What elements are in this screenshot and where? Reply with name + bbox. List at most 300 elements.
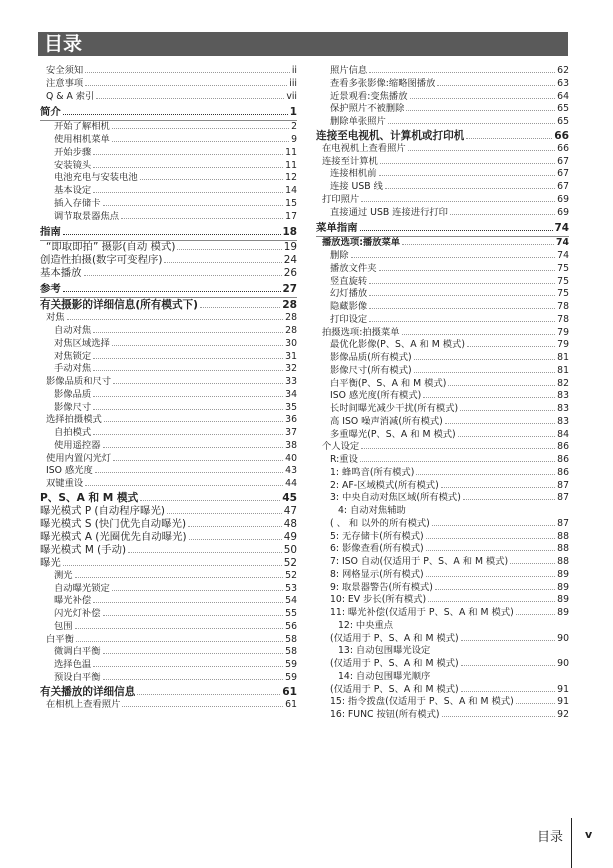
toc-entry[interactable] bbox=[40, 570, 297, 583]
toc-entry[interactable] bbox=[40, 172, 297, 185]
toc-leader-dots bbox=[85, 85, 287, 86]
toc-entry-title: “即取即拍” 摄影(自动 模式) bbox=[46, 241, 176, 254]
toc-page-number: 67 bbox=[557, 181, 569, 192]
toc-entry[interactable] bbox=[40, 646, 297, 659]
toc-entry-title: 删除 bbox=[330, 250, 349, 261]
toc-entry[interactable] bbox=[40, 185, 297, 198]
toc-page-number: 61 bbox=[282, 685, 297, 698]
toc-leader-dots bbox=[385, 188, 555, 189]
toc-entry[interactable] bbox=[40, 65, 297, 78]
toc-page-number: 28 bbox=[285, 312, 297, 324]
toc-entry[interactable] bbox=[40, 363, 297, 376]
toc-entry-title: 影像尺寸 bbox=[54, 401, 92, 413]
toc-leader-dots bbox=[408, 150, 555, 151]
toc-entry[interactable] bbox=[316, 658, 569, 671]
toc-entry[interactable] bbox=[40, 427, 297, 440]
toc-entry-title: 曝光补偿 bbox=[54, 595, 92, 607]
toc-leader-dots bbox=[76, 641, 283, 642]
toc-entry-title: 选择拍摄模式 bbox=[46, 414, 102, 426]
toc-entry[interactable] bbox=[316, 103, 569, 116]
toc-entry[interactable] bbox=[316, 143, 569, 156]
toc-leader-dots bbox=[63, 234, 281, 235]
toc-entry-title: 影像品质和尺寸 bbox=[46, 376, 112, 387]
toc-leader-dots bbox=[445, 423, 555, 424]
toc-leader-dots bbox=[426, 538, 556, 539]
toc-page-number: 55 bbox=[285, 608, 297, 619]
toc-entry-title: 13: 自动包围曝光设定 bbox=[338, 645, 431, 657]
toc-entry-title: 2: AF-区域模式(所有模式) bbox=[330, 479, 439, 491]
toc-entry-title: 曝光 bbox=[40, 556, 61, 569]
toc-page-number: 35 bbox=[285, 401, 297, 413]
toc-leader-dots bbox=[93, 602, 283, 603]
toc-page-number: 81 bbox=[557, 352, 569, 363]
toc-page-number: 2 bbox=[291, 121, 297, 133]
toc-leader-dots bbox=[351, 257, 556, 258]
toc-entry[interactable] bbox=[40, 440, 297, 453]
toc-entry[interactable] bbox=[40, 376, 297, 389]
toc-page-number: vii bbox=[286, 90, 297, 102]
toc-entry[interactable] bbox=[316, 288, 569, 301]
toc-entry-title: 连接至电视机、计算机或打印机 bbox=[316, 129, 465, 142]
toc-entry[interactable] bbox=[316, 429, 569, 442]
toc-entry-title: 播放文件夹 bbox=[330, 262, 377, 274]
toc-leader-dots bbox=[113, 383, 283, 384]
toc-entry-title: 简介 bbox=[40, 106, 61, 119]
toc-leader-dots bbox=[379, 175, 556, 176]
toc-page-number: 75 bbox=[557, 262, 569, 274]
toc-entry[interactable] bbox=[316, 441, 569, 454]
toc-entry[interactable] bbox=[40, 134, 297, 147]
toc-entry-title: 基本播放 bbox=[40, 267, 82, 280]
toc-page-number: 67 bbox=[557, 168, 569, 180]
toc-leader-dots bbox=[441, 487, 555, 488]
toc-entry[interactable] bbox=[40, 595, 297, 608]
footer-divider bbox=[571, 818, 572, 868]
toc-entry-title: 开始步骤 bbox=[54, 146, 92, 158]
toc-page-number: 40 bbox=[285, 452, 297, 464]
toc-page-number: 52 bbox=[285, 569, 297, 581]
toc-entry-title: 包围 bbox=[54, 620, 73, 632]
toc-page-number: 11 bbox=[285, 146, 297, 158]
toc-entry[interactable] bbox=[316, 327, 569, 340]
toc-entry[interactable] bbox=[40, 608, 297, 621]
toc-leader-dots bbox=[516, 703, 555, 704]
toc-entry[interactable] bbox=[40, 659, 297, 672]
toc-leader-dots bbox=[380, 163, 555, 164]
toc-page-number: 90 bbox=[557, 658, 569, 669]
toc-leader-dots bbox=[93, 154, 283, 155]
toc-leader-dots bbox=[467, 346, 555, 347]
toc-entry[interactable] bbox=[316, 454, 569, 467]
toc-entry[interactable] bbox=[316, 221, 569, 237]
toc-leader-dots bbox=[379, 270, 556, 271]
toc-leader-dots bbox=[463, 499, 555, 500]
toc-entry[interactable] bbox=[316, 181, 569, 194]
toc-entry[interactable] bbox=[40, 282, 297, 298]
toc-page-number: 91 bbox=[557, 696, 569, 708]
toc-leader-dots bbox=[461, 665, 556, 666]
toc-entry-title: 8: 网格显示(所有模式) bbox=[330, 568, 424, 580]
toc-leader-dots bbox=[361, 201, 555, 202]
toc-entry[interactable] bbox=[316, 696, 569, 709]
toc-leader-dots bbox=[426, 550, 556, 551]
toc-entry-title: (仅适用于 P、S、A 和 M 模式) bbox=[330, 658, 459, 669]
toc-entry[interactable] bbox=[40, 105, 297, 121]
toc-leader-dots bbox=[435, 589, 555, 590]
toc-entry-title: 有关摄影的详细信息(所有模式下) bbox=[40, 299, 198, 312]
toc-entry-title: 9: 取景器警告(所有模式) bbox=[330, 581, 433, 593]
toc-leader-dots bbox=[426, 576, 556, 577]
toc-entry[interactable] bbox=[316, 633, 569, 646]
toc-leader-dots bbox=[112, 128, 289, 129]
toc-page-number: 62 bbox=[557, 65, 569, 76]
toc-entry-title: 闪光灯补偿 bbox=[54, 608, 101, 619]
toc-entry-title: 白平衡(P、S、A 和 M 模式) bbox=[330, 377, 447, 389]
toc-entry-title: 14: 自动包围曝光顺序 bbox=[338, 670, 431, 682]
toc-entry[interactable] bbox=[316, 91, 569, 104]
toc-entry-title: 高 ISO 噪声消减(所有模式) bbox=[330, 415, 443, 427]
toc-page-number: 89 bbox=[557, 568, 569, 580]
toc-entry[interactable] bbox=[316, 569, 569, 582]
toc-entry[interactable] bbox=[40, 298, 297, 312]
toc-entry[interactable] bbox=[316, 339, 569, 352]
toc-leader-dots bbox=[442, 716, 556, 717]
toc-entry-title: 曝光模式 M (手动) bbox=[40, 543, 127, 556]
footer-section-label: 目录 bbox=[537, 830, 564, 845]
toc-leader-dots bbox=[416, 474, 555, 475]
toc-page-number: 52 bbox=[283, 556, 297, 569]
toc-leader-dots bbox=[369, 321, 555, 322]
toc-entry-title: 6: 影像查看(所有模式) bbox=[330, 543, 424, 555]
toc-page-number: 58 bbox=[285, 633, 297, 645]
toc-entry-title: 照片信息 bbox=[330, 65, 368, 76]
toc-page-number: 88 bbox=[557, 530, 569, 542]
toc-entry[interactable] bbox=[40, 338, 297, 351]
toc-entry-title: 直接通过 USB 连接进行打印 bbox=[330, 206, 448, 218]
toc-page-number: 1 bbox=[289, 106, 297, 119]
toc-entry[interactable] bbox=[40, 402, 297, 415]
toc-right-column bbox=[316, 65, 569, 722]
toc-leader-dots bbox=[189, 539, 282, 540]
toc-page-number: 78 bbox=[557, 313, 569, 325]
toc-entry[interactable] bbox=[316, 78, 569, 91]
toc-leader-dots bbox=[460, 410, 555, 411]
toc-entry-title: Q & A 索引 bbox=[46, 90, 95, 102]
toc-entry-title: 使用遥控器 bbox=[54, 439, 101, 451]
toc-leader-dots bbox=[432, 525, 555, 526]
toc-entry-title: 手动对焦 bbox=[54, 363, 92, 375]
toc-entry-title: 微调白平衡 bbox=[54, 646, 101, 658]
toc-page-number: 65 bbox=[557, 103, 569, 115]
toc-entry[interactable] bbox=[40, 531, 297, 544]
toc-page-number: 89 bbox=[557, 594, 569, 606]
toc-entry[interactable] bbox=[40, 505, 297, 518]
toc-entry-title: 影像品质(所有模式) bbox=[330, 352, 412, 363]
toc-entry[interactable] bbox=[40, 267, 297, 280]
toc-entry[interactable] bbox=[40, 453, 297, 466]
toc-entry-title: 幻灯播放 bbox=[330, 288, 368, 300]
toc-page-number: 69 bbox=[557, 193, 569, 205]
toc-page-number: 87 bbox=[557, 517, 569, 529]
toc-page-number: 81 bbox=[557, 364, 569, 376]
toc-entry[interactable] bbox=[316, 492, 569, 505]
toc-entry-title: 3: 中央自动对焦区域(所有模式) bbox=[330, 492, 461, 504]
toc-page-number: 83 bbox=[557, 415, 569, 427]
toc-entry-title: 基本设定 bbox=[54, 185, 92, 196]
toc-entry[interactable] bbox=[40, 583, 297, 596]
toc-entry-title: 插入存储卡 bbox=[54, 197, 101, 209]
toc-entry[interactable] bbox=[316, 671, 569, 684]
toc-leader-dots bbox=[103, 205, 284, 206]
toc-leader-dots bbox=[103, 653, 284, 654]
toc-page-number: 88 bbox=[557, 556, 569, 567]
toc-page-number: 11 bbox=[285, 159, 297, 171]
toc-leader-dots bbox=[410, 98, 556, 99]
toc-entry[interactable] bbox=[316, 276, 569, 289]
toc-entry-title: 长时间曝光减少干扰(所有模式) bbox=[330, 403, 459, 414]
toc-page-number: 17 bbox=[285, 210, 297, 222]
toc-entry[interactable] bbox=[316, 116, 569, 129]
toc-entry-title: 7: ISO 自动(仅适用于 P、S、A 和 M 模式) bbox=[330, 556, 509, 567]
toc-leader-dots bbox=[75, 628, 284, 629]
toc-entry[interactable] bbox=[40, 414, 297, 427]
toc-entry[interactable] bbox=[316, 518, 569, 531]
toc-leader-dots bbox=[137, 694, 280, 695]
toc-leader-dots bbox=[85, 485, 283, 486]
toc-entry[interactable] bbox=[40, 211, 297, 224]
toc-entry[interactable] bbox=[40, 312, 297, 325]
toc-page-number: 58 bbox=[285, 646, 297, 658]
toc-page-number: 67 bbox=[557, 155, 569, 167]
toc-leader-dots bbox=[140, 500, 280, 501]
toc-entry[interactable] bbox=[316, 207, 569, 220]
toc-leader-dots bbox=[164, 262, 281, 263]
toc-leader-dots bbox=[361, 448, 555, 449]
toc-entry[interactable] bbox=[316, 582, 569, 595]
toc-entry[interactable] bbox=[40, 699, 297, 712]
toc-leader-dots bbox=[360, 230, 553, 231]
toc-page-number: 53 bbox=[285, 582, 297, 594]
toc-entry-title: ( 、 和 以外的所有模式) bbox=[330, 517, 430, 529]
toc-entry[interactable] bbox=[316, 531, 569, 544]
toc-page-number: 43 bbox=[285, 465, 297, 477]
toc-entry-title: 曝光模式 P (自动程序曝光) bbox=[40, 504, 165, 517]
toc-entry[interactable] bbox=[40, 241, 297, 254]
toc-entry[interactable] bbox=[40, 465, 297, 478]
toc-entry-title: 曝光模式 S (快门优先自动曝光) bbox=[40, 517, 186, 530]
toc-page-number: 59 bbox=[285, 671, 297, 683]
toc-leader-dots bbox=[437, 85, 555, 86]
toc-entry[interactable] bbox=[316, 594, 569, 607]
toc-entry[interactable] bbox=[40, 672, 297, 685]
toc-page-number: 34 bbox=[285, 388, 297, 400]
toc-entry[interactable] bbox=[40, 78, 297, 91]
toc-entry-title: 10: EV 步长(所有模式) bbox=[330, 594, 427, 606]
toc-entry-title: (仅适用于 P、S、A 和 M 模式) bbox=[330, 683, 459, 695]
toc-leader-dots bbox=[63, 565, 282, 566]
toc-leader-dots bbox=[369, 283, 555, 284]
toc-leader-dots bbox=[414, 359, 556, 360]
toc-entry-title: 影像品质 bbox=[54, 388, 92, 400]
toc-page-number: 47 bbox=[283, 504, 297, 517]
toc-entry[interactable] bbox=[40, 225, 297, 241]
toc-entry-title: R:重设 bbox=[330, 454, 358, 465]
toc-leader-dots bbox=[466, 138, 552, 139]
toc-entry-title: 对焦锁定 bbox=[54, 350, 92, 362]
toc-leader-dots bbox=[406, 110, 555, 111]
toc-entry[interactable] bbox=[40, 389, 297, 402]
toc-leader-dots bbox=[458, 436, 555, 437]
toc-leader-dots bbox=[423, 397, 555, 398]
toc-entry[interactable] bbox=[316, 543, 569, 556]
toc-page-number: 89 bbox=[557, 607, 569, 618]
toc-entry[interactable] bbox=[40, 121, 297, 134]
toc-page-number: 79 bbox=[557, 326, 569, 338]
toc-entry-title: 连接相机前 bbox=[330, 168, 377, 180]
toc-entry-title: 15: 指令拨盘(仅适用于 P、S、A 和 M 模式) bbox=[330, 696, 514, 708]
toc-entry[interactable] bbox=[40, 325, 297, 338]
toc-leader-dots bbox=[402, 244, 554, 245]
toc-entry[interactable] bbox=[316, 684, 569, 697]
toc-page-number: 14 bbox=[285, 185, 297, 196]
toc-entry[interactable] bbox=[40, 254, 297, 267]
toc-entry[interactable] bbox=[40, 544, 297, 557]
toc-entry[interactable] bbox=[316, 505, 569, 518]
toc-entry[interactable] bbox=[316, 378, 569, 391]
toc-entry-title: 拍摄选项:拍摄菜单 bbox=[322, 326, 400, 338]
toc-entry[interactable] bbox=[40, 491, 297, 505]
toc-entry[interactable] bbox=[316, 65, 569, 78]
toc-entry[interactable] bbox=[40, 198, 297, 211]
toc-leader-dots bbox=[369, 308, 555, 309]
toc-page-number: 9 bbox=[291, 134, 297, 145]
toc-leader-dots bbox=[369, 72, 555, 73]
toc-page-number: 86 bbox=[557, 441, 569, 453]
toc-entry-title: 使用相机菜单 bbox=[54, 134, 110, 145]
toc-entry[interactable] bbox=[40, 557, 297, 570]
toc-page-number: 83 bbox=[557, 390, 569, 402]
toc-leader-dots bbox=[103, 679, 284, 680]
toc-entry-title: 使用内置闪光灯 bbox=[46, 452, 112, 464]
toc-entry[interactable] bbox=[316, 416, 569, 429]
toc-page-number: 61 bbox=[285, 698, 297, 710]
toc-entry[interactable] bbox=[316, 250, 569, 263]
toc-leader-dots bbox=[121, 218, 283, 219]
toc-leader-dots bbox=[112, 590, 283, 591]
toc-page-number: 63 bbox=[557, 77, 569, 89]
toc-entry-title: 11: 曝光补偿(仅适用于 P、S、A 和 M 模式) bbox=[330, 607, 514, 618]
toc-entry[interactable] bbox=[40, 518, 297, 531]
page-title: 目录 bbox=[38, 32, 568, 56]
toc-page-number: 38 bbox=[285, 439, 297, 451]
toc-entry[interactable] bbox=[316, 467, 569, 480]
toc-entry[interactable] bbox=[316, 556, 569, 569]
toc-entry[interactable] bbox=[40, 160, 297, 173]
toc-page-number: 49 bbox=[283, 530, 297, 543]
toc-page-number: 12 bbox=[285, 172, 297, 184]
toc-leader-dots bbox=[122, 706, 283, 707]
toc-leader-dots bbox=[461, 640, 556, 641]
toc-entry[interactable] bbox=[40, 351, 297, 364]
toc-leader-dots bbox=[93, 332, 283, 333]
toc-entry[interactable] bbox=[40, 478, 297, 491]
toc-leader-dots bbox=[93, 192, 283, 193]
toc-entry[interactable] bbox=[40, 685, 297, 699]
toc-entry-title: (仅适用于 P、S、A 和 M 模式) bbox=[330, 632, 459, 644]
toc-leader-dots bbox=[128, 552, 282, 553]
toc-entry-title: 电池充电与安装电池 bbox=[54, 172, 138, 184]
toc-entry-title: 个人设定 bbox=[322, 441, 360, 453]
toc-entry[interactable] bbox=[40, 147, 297, 160]
toc-page-number: 19 bbox=[283, 241, 297, 254]
toc-entry[interactable] bbox=[316, 403, 569, 416]
toc-entry[interactable] bbox=[316, 352, 569, 365]
toc-entry[interactable] bbox=[316, 645, 569, 658]
toc-entry[interactable] bbox=[316, 709, 569, 722]
toc-entry[interactable] bbox=[316, 168, 569, 181]
toc-entry-title: 打印设定 bbox=[330, 313, 368, 325]
toc-entry[interactable] bbox=[40, 634, 297, 647]
toc-page-number: 87 bbox=[557, 479, 569, 491]
toc-page-number: 74 bbox=[554, 222, 569, 235]
toc-page-number: 75 bbox=[557, 288, 569, 300]
toc-page-number: 86 bbox=[557, 454, 569, 465]
toc-leader-dots bbox=[369, 295, 555, 296]
toc-leader-dots bbox=[414, 372, 556, 373]
toc-entry[interactable] bbox=[316, 129, 569, 143]
toc-entry-title: ISO 感光度 bbox=[46, 465, 93, 477]
toc-page-number: 32 bbox=[285, 363, 297, 375]
toc-page-number: 87 bbox=[557, 492, 569, 504]
toc-page-number: 56 bbox=[285, 620, 297, 632]
toc-entry-title: 安全须知 bbox=[46, 65, 84, 76]
toc-entry-title: 近景观看:变焦播放 bbox=[330, 90, 408, 102]
toc-entry[interactable] bbox=[316, 620, 569, 633]
toc-entry[interactable] bbox=[316, 390, 569, 403]
toc-entry-title: 保护照片不被删除 bbox=[330, 103, 405, 115]
toc-entry[interactable] bbox=[316, 156, 569, 169]
toc-page-number: 66 bbox=[554, 129, 569, 142]
toc-entry[interactable] bbox=[316, 194, 569, 207]
toc-entry-title: 多重曝光(P、S、A 和 M 模式) bbox=[330, 428, 456, 440]
toc-page-number: 74 bbox=[556, 237, 569, 249]
toc-entry[interactable] bbox=[316, 263, 569, 276]
toc-entry-title: 影像尺寸(所有模式) bbox=[330, 364, 412, 376]
toc-entry[interactable] bbox=[316, 607, 569, 620]
toc-entry[interactable] bbox=[316, 480, 569, 493]
toc-leader-dots bbox=[63, 114, 288, 115]
toc-entry[interactable] bbox=[316, 237, 569, 250]
toc-page-number: 44 bbox=[285, 478, 297, 489]
toc-leader-dots bbox=[93, 434, 283, 435]
toc-entry[interactable] bbox=[316, 314, 569, 327]
toc-page-number: 28 bbox=[282, 299, 297, 312]
toc-leader-dots bbox=[93, 396, 283, 397]
toc-page-number: 75 bbox=[557, 275, 569, 287]
toc-leader-dots bbox=[461, 691, 556, 692]
toc-entry-title: 注意事项 bbox=[46, 77, 84, 89]
toc-page-number: 28 bbox=[285, 325, 297, 336]
toc-entry-title: 16: FUNC 按钮(所有模式) bbox=[330, 709, 440, 720]
toc-leader-dots bbox=[113, 460, 283, 461]
toc-entry[interactable] bbox=[316, 365, 569, 378]
toc-page-number: 84 bbox=[557, 428, 569, 440]
toc-entry[interactable] bbox=[316, 301, 569, 314]
toc-page-number: 65 bbox=[557, 116, 569, 127]
toc-entry-title: 双键重设 bbox=[46, 478, 84, 489]
toc-entry[interactable] bbox=[40, 91, 297, 104]
toc-entry[interactable] bbox=[40, 621, 297, 634]
